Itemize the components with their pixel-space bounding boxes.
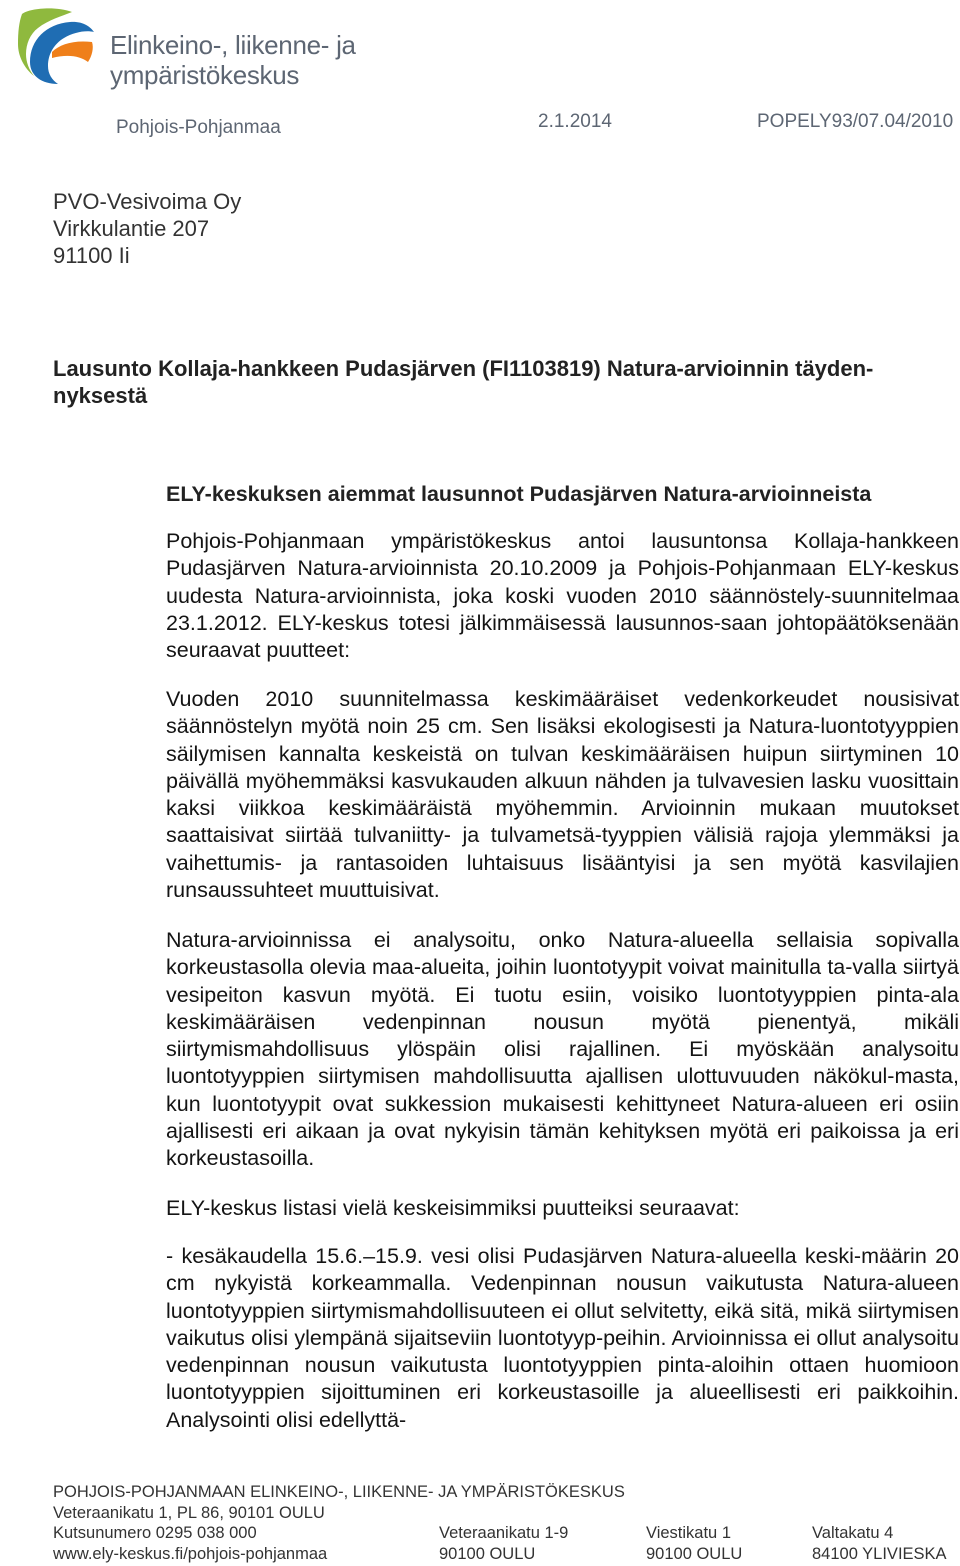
footer-web: www.ely-keskus.fi/pohjois-pohjanmaa xyxy=(53,1545,328,1564)
footer-office-2 xyxy=(646,1523,742,1564)
recipient-block xyxy=(53,188,241,269)
recipient-street: Virkkulantie 207 xyxy=(53,216,210,241)
document-date: 2.1.2014 xyxy=(538,111,612,132)
unit-name: Pohjois-Pohjanmaa xyxy=(116,117,281,138)
recipient-city: 91100 Ii xyxy=(53,243,130,268)
section-heading: ELY-keskuksen aiemmat lausunnot Pudasjärven Natura-arvioinneista xyxy=(166,482,872,506)
paragraph-4: ELY-keskus listasi vielä keskeisimmiksi puutteiksi seuraavat: xyxy=(166,1196,740,1220)
office-street: Veteraanikatu 1-9 xyxy=(439,1524,569,1542)
footer-office-3 xyxy=(812,1523,947,1564)
paragraph-2: Vuoden 2010 suunnitelmassa keskimääräiset vedenkorkeudet nousisivat säännöstelyn myötä noin 25 cm. Sen lisäksi ekologisesti ja Natura-luontotyyppien säilymisen kannalta keskeistä on tulvan keskimääräisen huipun siirtyminen 10 päivällä myöhemmäksi kasvukauden alkuun nähden ja tulvavesien lasku vuosittain kaksi viikkoa keskimääräistä myöhemmin. Arvioinnin mukaan muutokset saattaisivat siirtää tulvaniitty- ja tulvametsä-tyyppien välisiä rajoja ylemmäksi ja vaihettumis- ja rantasoiden luhtaisuus lisääntyisi ja sen myötä kasvilajien runsaussuhteet muuttuisivat. xyxy=(166,687,959,903)
office-city: 84100 YLIVIESKA xyxy=(812,1544,947,1563)
paragraph-1: Pohjois-Pohjanmaan ympäristökeskus antoi lausuntonsa Kollaja-hankkeen Pudasjärven Natura-arvioinnista 20.10.2009 ja Pohjois-Pohjanmaan ELY-keskus uudesta Natura-arvioinnista, joka koski vuoden 2010 säännöstely-suunnitelmaa 23.1.2012. ELY-keskus totesi jälkimmäisessä lausunnos-saan johtopäätöksenään seuraavat puutteet: xyxy=(166,529,959,663)
recipient-name: PVO-Vesivoima Oy xyxy=(53,189,242,214)
paragraph-5: - kesäkaudella 15.6.–15.9. vesi olisi Pudasjärven Natura-alueella keski-määrin 20 cm nykyistä korkeammalla. Vedenpinnan nousun vaikutusta Natura-alueen luontotyyppien siirtymismahdollisuuteen ei ollut selvitetty, eikä sitä, mikä siirtymisen vaikutus olisi ylempänä sijaitseviin luontotyyp-peihin. Arvioinnissa ei ollut analysoitu vedenpinnan nousun vaikutusta luontotyyppien pinta-aloihin ottaen huomioon luontotyyppien sijoittuminen eri korkeustasoille ja alueellisesti eri paikkoihin. Analysointi olisi edellyttä- xyxy=(166,1244,959,1432)
footer-phone: Kutsunumero 0295 038 000 xyxy=(53,1524,257,1543)
footer-office-1 xyxy=(439,1523,568,1564)
office-street: Valtakatu 4 xyxy=(812,1524,894,1542)
office-city: 90100 OULU xyxy=(646,1544,743,1563)
footer-organization: POHJOIS-POHJANMAAN ELINKEINO-, LIIKENNE- JA YMPÄRISTÖKESKUS xyxy=(53,1483,625,1501)
ely-logo-icon xyxy=(16,4,98,90)
footer-address: Veteraanikatu 1, PL 86, 90101 OULU xyxy=(53,1503,325,1522)
logo-line-1: Elinkeino-, liikenne- ja xyxy=(110,30,356,60)
logo-line-2: ympäristökeskus xyxy=(110,60,300,90)
document-title xyxy=(53,355,933,409)
title-line-1: Lausunto Kollaja-hankkeen Pudasjärven (FI1103819) Natura-arvioinnin täyden- xyxy=(53,356,874,381)
title-line-2: nyksestä xyxy=(53,383,148,408)
paragraph-3: Natura-arvioinnissa ei analysoitu, onko Natura-alueella sellaisia sopivalla korkeustasolla olevia maa-alueita, joihin luontotyypit voivat mainitulla ta-valla siirtyä vesipeiton kasvun myötä. Ei tuotu esiin, voisiko luontotyyppien pinta-ala keskimääräisen vedenpinnan nousun myötä pienentyä, mikäli siirtymismahdollisuus ylöspäin olisi rajallinen. Ei myöskään analysoitu luontotyyppien siirtymisen mahdollisuutta ajallisen ulottuvuuden näkökul-masta, kun luontotyypit ovat sukkession mukaisesti kehittyneet Natura-alueen eri osiin ajallisesti eri aikaan ja ovat nykyisin tämän kehityksen myötä eri paikoissa ja eri korkeustasoilla. xyxy=(166,928,959,1171)
office-city: 90100 OULU xyxy=(439,1544,536,1563)
office-street: Viestikatu 1 xyxy=(646,1524,731,1542)
reference-number: POPELY93/07.04/2010 xyxy=(757,111,954,132)
